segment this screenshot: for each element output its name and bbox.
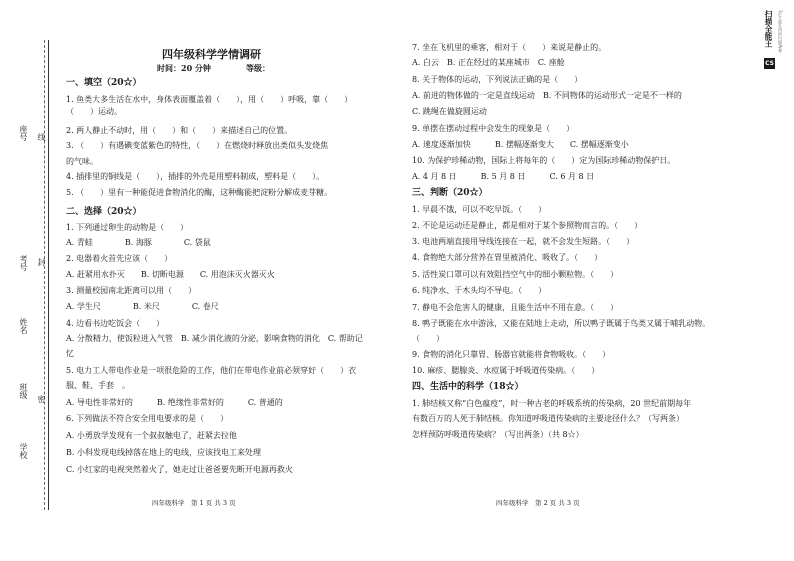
left-page-footer: 四年级科学 第 1 页 共 3 页 xyxy=(152,499,236,507)
choice-q7: 7. 坐在飞机里的乘客，相对于（ ）来说是静止的。 xyxy=(412,43,607,52)
choice-q1-options: A. 青蛙 B. 海豚 C. 袋鼠 xyxy=(66,238,211,247)
section-life-science: 四、生活中的科学（18☆） xyxy=(412,382,524,392)
fill-q1-line1: 1. 鱼类大多生活在水中，身体表面覆盖着（ ），用（ ）呼吸，靠（ ） xyxy=(66,95,353,104)
choice-q8-options-line1: A. 前进的物体做的一定是直线运动 B. 不同物体的运动形式一定是不一样的 xyxy=(412,91,682,100)
fill-q4: 4. 插排里的铜线是（ ），插排的外壳是用塑料制成，塑料是（ ）。 xyxy=(66,172,325,181)
judge-q5: 5. 活性炭口罩可以有效阻挡空气中的细小颗粒物。（ ） xyxy=(412,270,619,279)
life-q1-line3: 怎样预防呼吸道传染病？（写出两条）（共 8☆） xyxy=(412,430,584,439)
scanner-brand-name: 扫描全能王 xyxy=(764,10,773,48)
choice-q6-option-b: B. 小科发现电线掉落在地上的电线，应该找电工来处理 xyxy=(66,448,261,457)
scanner-brand-watermark xyxy=(757,10,787,72)
choice-q4-options-line2: 忆 xyxy=(66,349,74,358)
fill-q3-line2: 的气味。 xyxy=(66,157,98,166)
fill-q1-line2: （ ）运动。 xyxy=(66,107,122,116)
life-q1-line2: 有数百万的人死于肺结核。你知道呼吸道传染病的主要途径什么？（写两条） xyxy=(412,414,684,423)
fill-q2: 2. 两人静止不动时，用（ ）和（ ）来描述自己的位置。 xyxy=(66,126,293,135)
name-label: 姓名 xyxy=(19,318,28,334)
judge-q1: 1. 早晨不饿，可以不吃早饭。（ ） xyxy=(412,205,547,214)
seal-char-xian: 线 xyxy=(37,133,46,141)
choice-q5-line1: 5. 电力工人带电作业是一项很危险的工作，他们在带电作业前必须穿好（ ）衣 xyxy=(66,366,357,375)
grade-label: 等级： xyxy=(246,63,270,73)
binding-solid-line xyxy=(48,40,49,510)
choice-q5-options: A. 导电性非常好的 B. 绝缘性非常好的 C. 普通的 xyxy=(66,398,283,407)
judge-q2: 2. 不论是运动还是静止，都是相对于某个参照物而言的。（ ） xyxy=(412,221,643,230)
choice-q3-options: A. 学生尺 B. 米尺 C. 卷尺 xyxy=(66,302,219,311)
judge-q6: 6. 纯净水、干木头均不导电。（ ） xyxy=(412,286,547,295)
scanner-brand-tagline: 3亿人都在用的扫描App xyxy=(778,10,783,53)
section-judge: 三、判断（20☆） xyxy=(412,188,488,198)
choice-q9-options: A. 速度逐渐加快 B. 摆幅逐渐变大 C. 摆幅逐渐变小 xyxy=(412,140,629,149)
choice-q7-options: A. 白云 B. 正在经过的某座城市 C. 座舱 xyxy=(412,58,565,67)
choice-q8-options-line2: C. 跳绳在做旋圆运动 xyxy=(412,107,487,116)
choice-q3: 3. 测量校园南北距离可以用（ ） xyxy=(66,286,197,295)
choice-q6: 6. 下列做法不符合安全用电要求的是（ ） xyxy=(66,414,229,423)
right-page-footer: 四年级科学 第 2 页 共 3 页 xyxy=(496,499,580,507)
choice-q5-line2: 服、鞋、手套 。 xyxy=(66,381,130,390)
judge-q10: 10. 麻疹、腮腺炎、水痘属于呼吸道传染病。（ ） xyxy=(412,366,600,375)
section-fill-blank: 一、填空（20☆） xyxy=(66,78,142,88)
choice-q6-option-c: C. 小红家的电视突然着火了，她走过让爸爸要先断开电源再救火 xyxy=(66,465,293,474)
judge-q8-line1: 8. 鸭子既能在水中游泳，又能在陆地上走动，所以鸭子既属于鸟类又属于哺乳动物。 xyxy=(412,319,711,328)
choice-q4: 4. 边看书边吃饭会（ ） xyxy=(66,319,165,328)
class-label: 班级 xyxy=(19,383,28,399)
judge-q9: 9. 食物的消化只靠胃、肠器官就能将食物吸收。（ ） xyxy=(412,350,611,359)
judge-q7: 7. 静电不会危害人的健康，且能生活中不用在意。（ ） xyxy=(412,303,619,312)
choice-q6-option-a: A. 小勇放学发现有一个叔叔触电了，赶紧去拉他 xyxy=(66,431,237,440)
fill-q3-line1: 3. （ ）有遇碘变蓝紫色的特性，（ ）在燃烧时释放出类似头发烧焦 xyxy=(66,141,329,150)
exam-no-label: 考号 xyxy=(19,255,28,271)
choice-q10: 10. 为保护珍稀动物，国际上将每年的（ ）定为国际珍稀动物保护日。 xyxy=(412,156,676,165)
binding-dashed-line xyxy=(44,40,45,510)
judge-q8-line2: （ ） xyxy=(412,334,444,343)
choice-q9: 9. 单摆在摆动过程中会发生的现象是（ ） xyxy=(412,124,575,133)
life-q1-line1: 1. 肺结核又称“白色瘟疫”，时一种古老的呼吸系统的传染病，20 世纪前期每年 xyxy=(412,399,692,408)
choice-q2: 2. 电器着火首先应该（ ） xyxy=(66,254,173,263)
choice-q2-options: A. 赶紧用水扑灭 B. 切断电源 C. 用泡沫灭火器灭火 xyxy=(66,270,275,279)
scanner-logo-icon: CS xyxy=(765,60,774,67)
school-label: 学校 xyxy=(19,443,28,459)
exam-title: 四年级科学学情调研 xyxy=(162,48,261,61)
judge-q4: 4. 食物绝大部分营养在胃里被消化、吸收了。（ ） xyxy=(412,253,603,262)
section-choice: 二、选择（20☆） xyxy=(66,207,142,217)
judge-q3: 3. 电池两端直接用导线连接在一起，就不会发生短路。（ ） xyxy=(412,237,635,246)
seat-label: 座号 xyxy=(19,125,28,141)
exam-time: 时间：20 分钟 xyxy=(157,63,211,73)
choice-q4-options-line1: A. 分散精力，使饭粒进入气管 B. 减少消化液的分泌，影响食物的消化 C. 帮助记 xyxy=(66,334,363,343)
choice-q10-options: A. 4 月 8 日 B. 5 月 8 日 C. 6 月 8 日 xyxy=(412,172,595,181)
seal-char-mi: 密 xyxy=(37,395,46,403)
choice-q8: 8. 关于物体的运动，下列说法正确的是（ ） xyxy=(412,75,583,84)
fill-q5: 5. （ ）里有一种能促进食物消化的酶，这种酶能把淀粉分解成麦芽糖。 xyxy=(66,188,333,197)
choice-q1: 1. 下列通过卵生的动物是（ ） xyxy=(66,223,189,232)
seal-char-feng: 封 xyxy=(37,258,46,266)
